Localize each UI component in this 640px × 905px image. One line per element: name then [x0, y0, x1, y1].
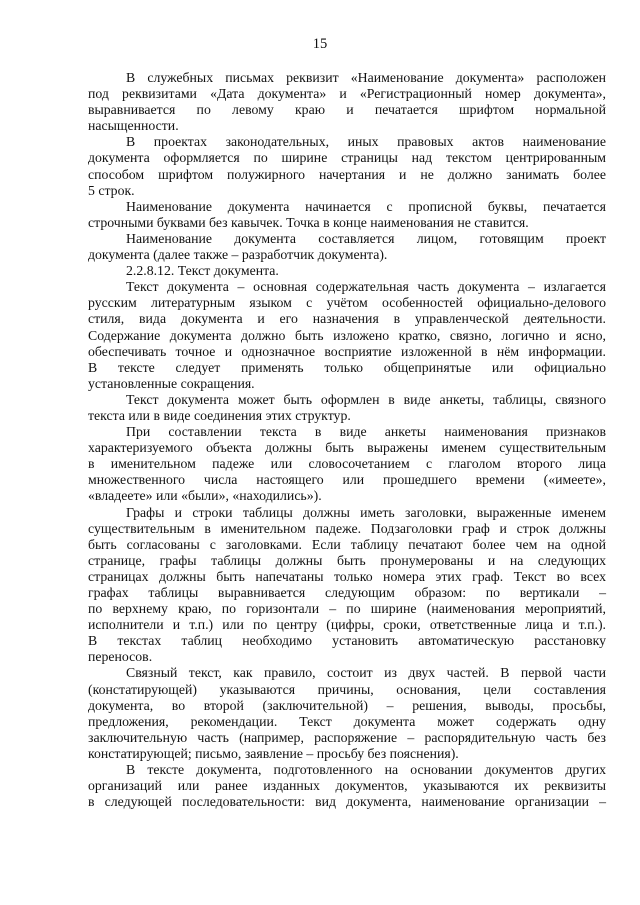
- text-line: (констатирующей) указываются причины, основания, цели составления: [88, 681, 606, 697]
- text-line: текста или в виде соединения этих структур.: [88, 407, 351, 423]
- text-line: исполнители и т.п.) или по центру (цифры, сроки, ответственные лица и т.п.).: [88, 617, 606, 633]
- text-line: русским литературным языком с учётом особенностей официально-делового: [88, 295, 606, 311]
- text-line: насыщенности.: [88, 118, 179, 134]
- document-body: [88, 70, 606, 810]
- text-line: установленные сокращения.: [88, 375, 255, 391]
- text-line: «владеете» или «были», «находились»).: [88, 488, 322, 504]
- text-line: 2.2.8.12. Текст документа.: [126, 263, 279, 279]
- text-line: документа (далее также – разработчик документа).: [88, 247, 388, 263]
- text-line: Связный текст, как правило, состоит из двух частей. В первой части: [126, 665, 606, 681]
- text-line: выравнивается по левому краю и печатается шрифтом нормальной: [88, 102, 606, 118]
- text-line: по верхнему краю, по горизонтали – по ширине (наименования мероприятий,: [88, 601, 606, 617]
- text-line: Текст документа – основная содержательная часть документа – излагается: [126, 279, 606, 295]
- text-line: Наименование документа составляется лицом, готовящим проект: [126, 230, 606, 246]
- text-line: странице, графы таблицы должны быть пронумерованы и на следующих: [88, 552, 606, 568]
- text-line: заключительную часть (например, распоряжение – распорядительную часть без: [88, 729, 606, 745]
- text-line: Наименование документа начинается с прописной буквы, печатается: [126, 198, 606, 214]
- text-line: обеспечивать точное и однозначное восприятие изложенной в нём информации.: [88, 343, 606, 359]
- text-line: переносов.: [88, 649, 153, 665]
- text-line: графах таблицы выравнивается следующим образом: по вертикали –: [88, 585, 606, 600]
- text-line: под реквизитами «Дата документа» и «Регистрационный номер документа»,: [88, 86, 606, 102]
- text-line: быть согласованы с заголовками. Если таблицу печатают более чем на одной: [88, 536, 606, 552]
- page-number: 15: [312, 36, 328, 52]
- text-line: 5 строк.: [88, 182, 135, 198]
- text-line: Графы и строки таблицы должны иметь заголовки, выраженные именем: [126, 504, 606, 520]
- text-line: организаций или ранее изданных документов, указываются их реквизиты: [88, 778, 606, 794]
- text-line: документа, во второй (заключительной) – решения, выводы, просьбы,: [88, 697, 606, 713]
- text-line: в именительном падеже или словосочетанием с глаголом второго лица: [88, 456, 606, 472]
- text-line: документа оформляется по ширине страницы над текстом центрированным: [88, 150, 606, 166]
- text-line: В служебных письмах реквизит «Наименование документа» расположен: [126, 70, 606, 85]
- text-line: множественного числа настоящего или прошедшего времени («имеете»,: [88, 472, 606, 488]
- text-line: При составлении текста в виде анкеты наименования признаков: [126, 424, 606, 440]
- text-line: существительным в именительном падеже. Подзаголовки граф и строк должны: [88, 520, 606, 536]
- text-line: страницах должны быть напечатаны только номера этих граф. Текст во всех: [88, 568, 606, 584]
- text-line: стиля, вида документа и его назначения в управленческой деятельности.: [88, 311, 606, 327]
- text-line: способом шрифтом полужирного начертания и не должно занимать более: [88, 166, 606, 182]
- text-line: В тексте документа, подготовленного на основании документов других: [126, 762, 606, 778]
- text-line: Содержание документа должно быть изложено кратко, связно, логично и ясно,: [88, 327, 606, 343]
- text-line: В тексте следует применять только общепринятые или официально: [88, 359, 606, 375]
- text-line: предложения, рекомендации. Текст документа может содержать одну: [88, 713, 606, 729]
- text-line: в следующей последовательности: вид документа, наименование организации –: [88, 794, 606, 810]
- text-line: строчными буквами без кавычек. Точка в конце наименования не ставится.: [88, 214, 529, 230]
- text-line: характеризуемого объекта должны быть выражены именем существительным: [88, 440, 606, 456]
- text-line: констатирующей; письмо, заявление – просьбу без пояснения).: [88, 745, 459, 761]
- text-line: В проектах законодательных, иных правовых актов наименование: [126, 134, 606, 150]
- text-line: Текст документа может быть оформлен в виде анкеты, таблицы, связного: [126, 391, 606, 407]
- text-line: В текстах таблиц необходимо установить автоматическую расстановку: [88, 633, 606, 649]
